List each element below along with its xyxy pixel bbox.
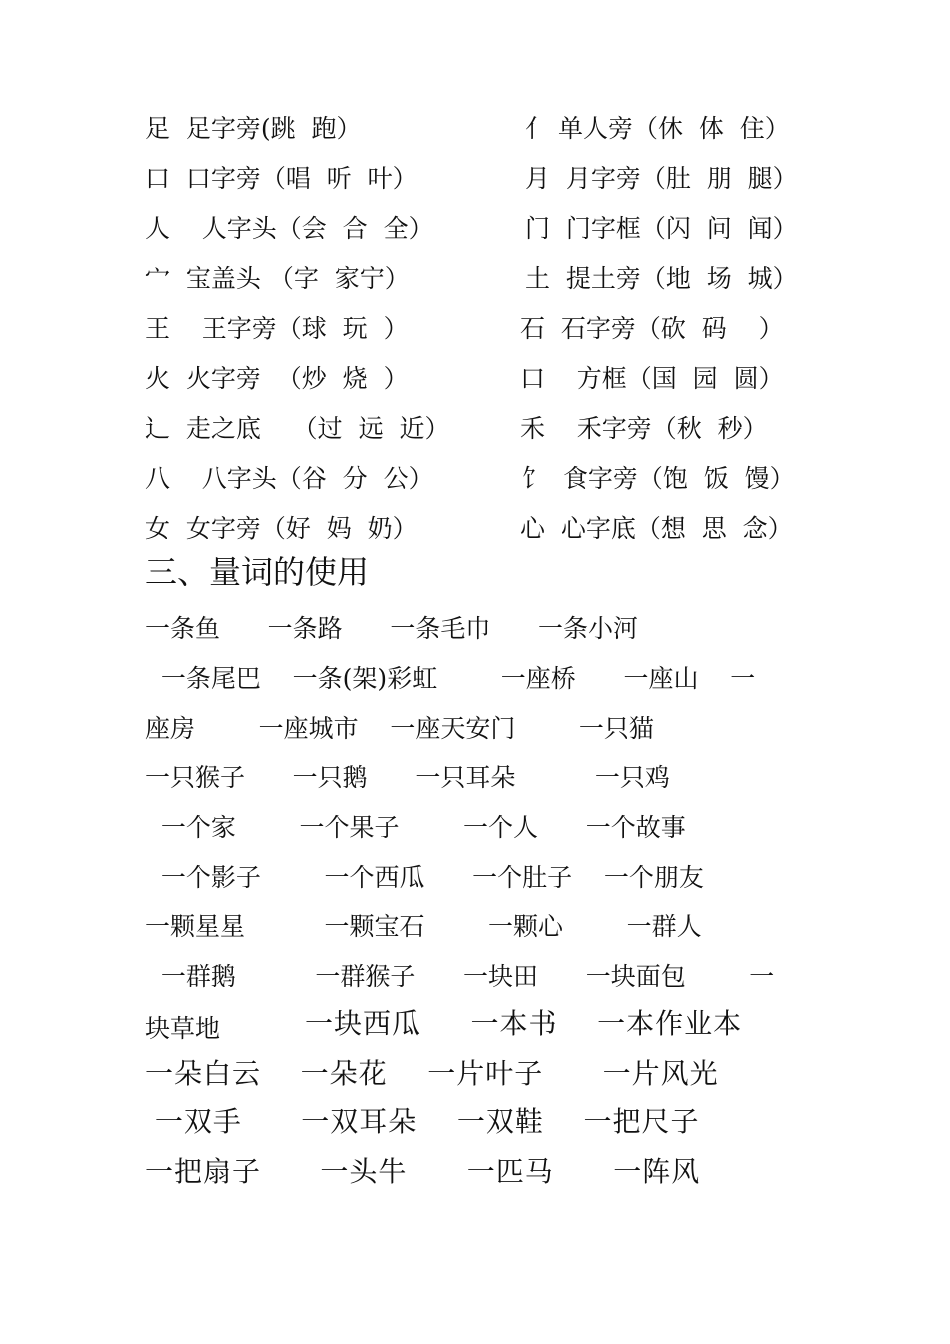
radical-left-1: 足 足字旁(跳 跑） xyxy=(145,114,362,143)
measure-line-2: 一条尾巴 一条(架)彩虹 一座桥 一座山 一 xyxy=(145,664,756,693)
radical-right-7: 禾 禾字旁（秋 秒） xyxy=(520,414,768,443)
measure-line-1: 一条鱼 一条路 一条毛巾 一条小河 xyxy=(145,614,639,643)
radical-left-7: 辶 走之底 （过 远 近） xyxy=(145,414,450,443)
measure-line-5: 一个家 一个果子 一个人 一个故事 xyxy=(145,813,686,842)
measure-line-11: 一朵白云 一朵花 一片叶子 一片风光 xyxy=(145,1057,719,1090)
radical-right-4: 土 提土旁（地 场 城） xyxy=(525,264,798,293)
radical-left-6: 火 火字旁 （炒 烧 ） xyxy=(145,364,409,393)
radical-left-5: 王 王字旁（球 玩 ） xyxy=(145,314,409,343)
radical-right-2: 月 月字旁（肚 朋 腿） xyxy=(525,164,798,193)
radical-right-3: 门 门字框（闪 问 闻） xyxy=(525,214,798,243)
radical-right-6: 口 方框（国 园 圆） xyxy=(520,364,784,393)
measure-line-8: 一群鹅 一群猴子 一块田 一块面包 一 xyxy=(145,962,775,991)
measure-line-7: 一颗星星 一颗宝石 一颗心 一群人 xyxy=(145,912,702,941)
radical-left-3: 人 人字头（会 合 全） xyxy=(145,214,434,243)
radical-left-2: 口 口字旁（唱 听 叶） xyxy=(145,164,418,193)
radical-right-8: 饣 食字旁（饱 饭 馒） xyxy=(522,464,795,493)
radical-left-8: 八 八字头（谷 分 公） xyxy=(145,464,434,493)
radical-right-9: 心 心字底（想 思 念） xyxy=(520,514,793,543)
measure-line-4: 一只猴子 一只鹅 一只耳朵 一只鸡 xyxy=(145,763,670,792)
measure-line-9: 块草地 xyxy=(145,1014,221,1043)
section-title: 三、量词的使用 xyxy=(145,553,370,591)
radical-left-9: 女 女字旁（好 妈 奶） xyxy=(145,514,418,543)
radical-right-5: 石 石字旁（砍 码 ） xyxy=(520,314,784,343)
measure-line-10: 一块西瓜 一本书 一本作业本 xyxy=(305,1007,743,1040)
measure-line-3: 座房 一座城市 一座天安门 一只猫 xyxy=(145,714,654,743)
radical-left-4: 宀 宝盖头 （字 家宁） xyxy=(145,264,410,293)
measure-line-12: 一双手 一双耳朵 一双鞋 一把尺子 xyxy=(145,1105,700,1138)
measure-line-6: 一个影子 一个西瓜 一个肚子 一个朋友 xyxy=(145,863,704,892)
radical-right-1: 亻 单人旁（休 体 住） xyxy=(525,114,790,143)
measure-line-13: 一把扇子 一头牛 一匹马 一阵风 xyxy=(145,1155,701,1188)
